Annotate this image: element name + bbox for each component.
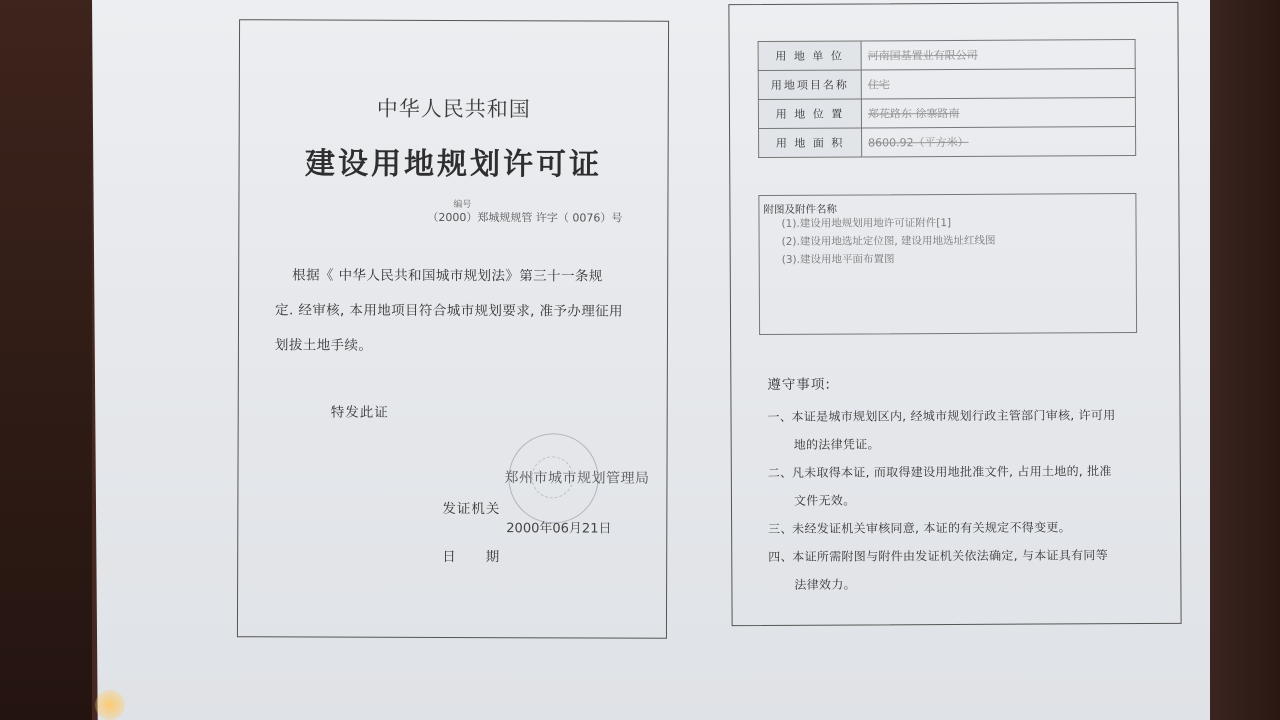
note-continuation: 文件无效。	[793, 493, 856, 508]
note-item	[768, 513, 1148, 543]
light-glare	[95, 690, 125, 720]
note-index: 四、	[768, 549, 793, 564]
body-line: 根据《 中华人民共和国城市规划法》第三十一条规	[292, 267, 603, 285]
certificate-front	[237, 19, 669, 638]
table-row	[759, 127, 1136, 158]
note-text: 未经发证机关审核同意, 本证的有关规定不得变更。	[792, 520, 1071, 536]
land-info-table	[758, 39, 1137, 158]
note-continuation: 地的法律凭证。	[793, 437, 880, 452]
row-value: 住宅	[861, 69, 1135, 99]
special-issue-text: 特发此证	[330, 404, 389, 421]
note-text: 本证是城市规划区内, 经城市规划行政主管部门审核, 许可用	[791, 408, 1116, 424]
certificate-number: （2000）郑城规规管 许字（ 0076）号	[427, 210, 623, 225]
body-line: 划拔土地手续。	[274, 337, 373, 354]
certificate-back	[728, 2, 1181, 626]
note-index: 二、	[767, 465, 793, 480]
row-label: 用 地 面 积	[759, 128, 862, 158]
attachments-box	[758, 193, 1137, 335]
number-label: 编号	[453, 200, 472, 211]
row-label: 用 地 单 位	[758, 41, 861, 71]
issue-date: 2000年06月21日	[506, 521, 612, 537]
issuer-label: 发证机关	[442, 500, 501, 518]
background-left	[0, 0, 92, 720]
row-value: 郑花路东 徐寨路南	[861, 98, 1135, 128]
note-text: 本证所需附图与附件由发证机关依法确定, 与本证具有同等	[792, 548, 1109, 564]
table-row	[758, 69, 1135, 100]
table-row	[758, 40, 1135, 71]
row-value: 8600.92（平方米）	[862, 127, 1136, 157]
note-item	[767, 401, 1147, 459]
row-label: 用 地 位 置	[758, 99, 861, 129]
note-index: 一、	[767, 409, 793, 424]
date-label: 日 期	[442, 548, 501, 566]
notes-title: 遵守事项:	[767, 376, 831, 393]
attachment-item: (2).建设用地选址定位图, 建设用地选址红线图	[781, 234, 996, 248]
note-item	[768, 541, 1148, 599]
note-continuation: 法律效力。	[794, 577, 856, 592]
attachments-title: 附图及附件名称	[763, 203, 837, 217]
body-line: 定. 经审核, 本用地项目符合城市规划要求, 准予办理征用	[275, 302, 623, 320]
note-index: 三、	[768, 521, 793, 536]
country-name: 中华人民共和国	[376, 96, 531, 122]
certificate-title: 建设用地规划许可证	[305, 146, 603, 183]
row-label: 用地项目名称	[758, 70, 861, 100]
background-right	[1210, 0, 1280, 720]
certificate-body	[275, 258, 645, 364]
note-item	[768, 457, 1148, 515]
issuing-authority: 郑州市城市规划管理局	[504, 470, 650, 487]
attachment-item: (3).建设用地平面布置图	[781, 253, 895, 266]
attachment-item: (1).建设用地规划用地许可证附件[1]	[781, 217, 952, 230]
note-text: 凡未取得本证, 而取得建设用地批准文件, 占用土地的, 批准	[791, 464, 1112, 480]
table-row	[758, 98, 1135, 129]
row-value: 河南国基置业有限公司	[861, 40, 1135, 70]
